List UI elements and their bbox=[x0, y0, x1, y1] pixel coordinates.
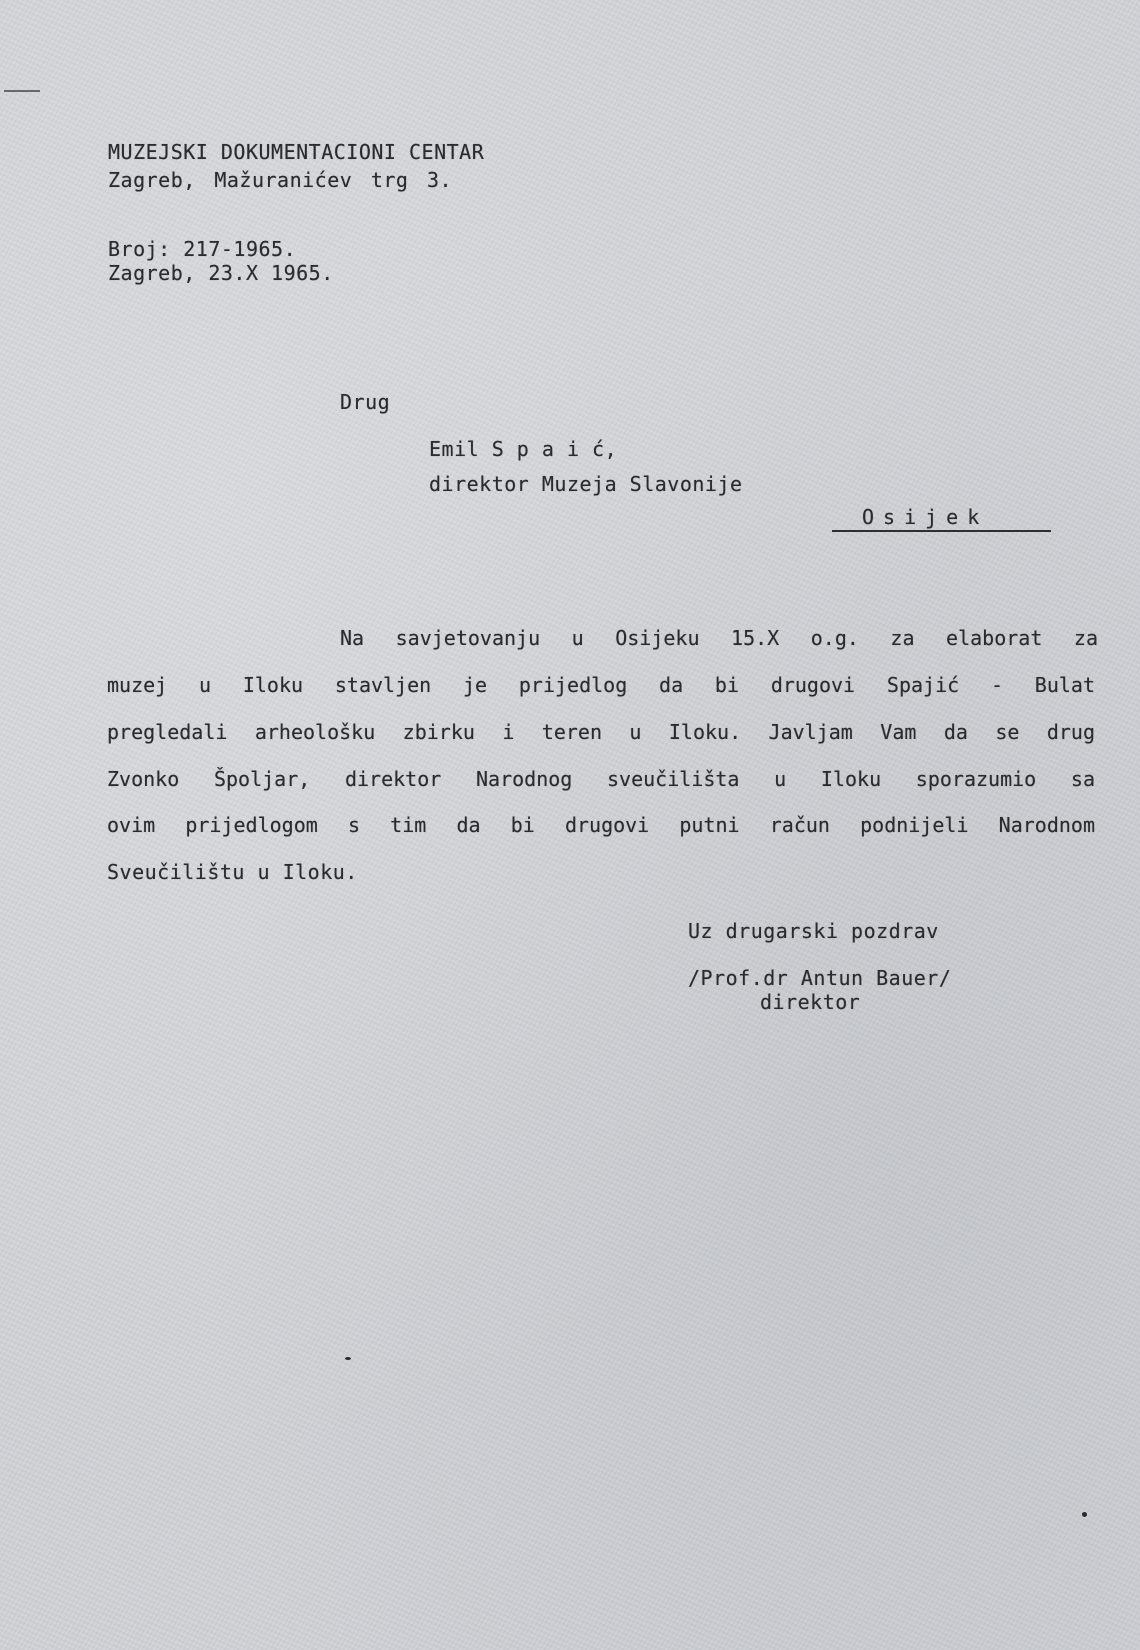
sender-org: MUZEJSKI DOKUMENTACIONI CENTAR bbox=[108, 140, 485, 164]
ink-speck bbox=[345, 1357, 351, 1360]
letter-date: Zagreb, 23.X 1965. bbox=[108, 261, 334, 285]
body-line-4: Zvonko Špoljar, direktor Narodnog sveučilišta u Iloku sporazumio sa bbox=[107, 767, 1095, 791]
reference-number: Broj: 217-1965. bbox=[108, 237, 297, 261]
closing-greeting: Uz drugarski pozdrav bbox=[688, 919, 939, 943]
edge-mark bbox=[4, 90, 40, 92]
recipient-city: Osijek bbox=[862, 505, 989, 529]
body-line-3: pregledali arheološku zbirku i teren u Iloku. Javljam Vam da se drug bbox=[107, 720, 1095, 744]
sender-address: Zagreb, Mažuranićev trg 3. bbox=[108, 168, 453, 192]
recipient-title: direktor Muzeja Slavonije bbox=[429, 472, 743, 496]
recipient-name: Emil S p a i ć, bbox=[429, 437, 618, 461]
body-line-2: muzej u Iloku stavljen je prijedlog da bi drugovi Spajić - Bulat bbox=[107, 673, 1095, 697]
body-line-5: ovim prijedlogom s tim da bi drugovi putni račun podnijeli Narodnom bbox=[107, 813, 1095, 837]
signature-name: /Prof.dr Antun Bauer/ bbox=[688, 966, 952, 990]
signature-role: direktor bbox=[760, 990, 861, 1014]
city-underline bbox=[832, 530, 1051, 532]
body-line-6: Sveučilištu u Iloku. bbox=[107, 860, 358, 884]
ink-speck bbox=[1082, 1512, 1087, 1517]
recipient-salutation: Drug bbox=[340, 390, 391, 414]
body-line-1: Na savjetovanju u Osijeku 15.X o.g. za elaborat za bbox=[340, 626, 1098, 650]
